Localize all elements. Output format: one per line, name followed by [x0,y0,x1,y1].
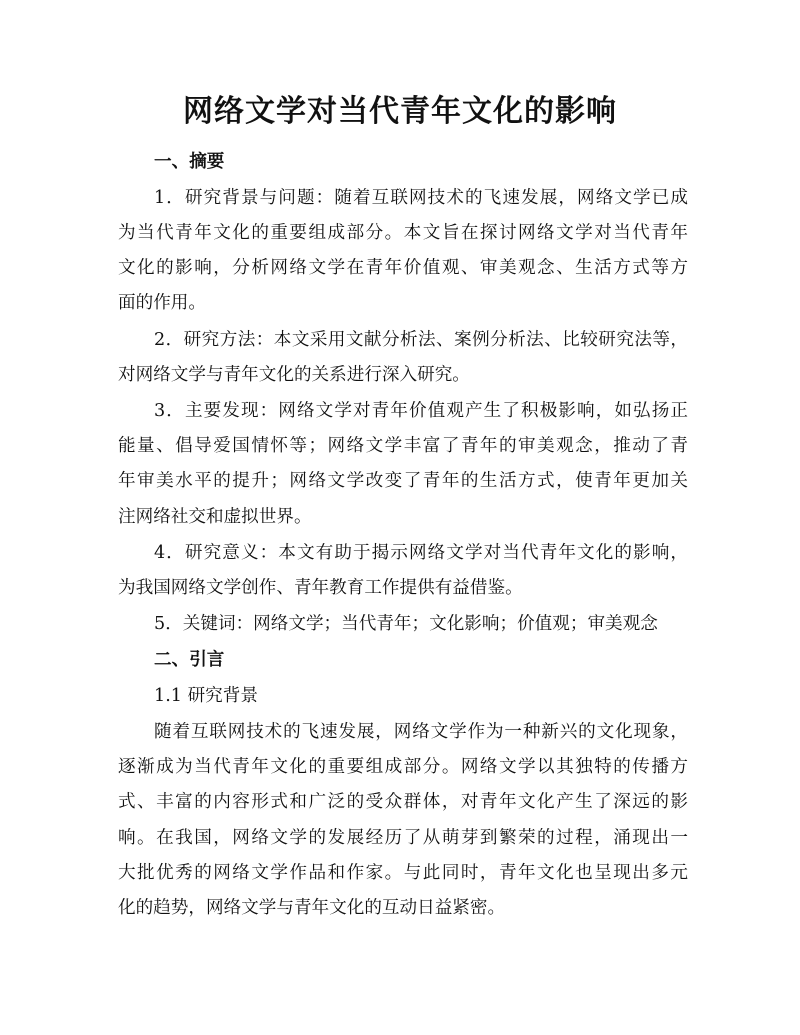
paragraph-line: 为我国网络文学创作、青年教育工作提供有益借鉴。 [118,578,523,598]
subsection-heading-background: 1.1 研究背景 [154,686,258,706]
paragraph-line: 2．研究方法：本文采用文献分析法、案例分析法、比较研究法等， [154,330,688,350]
paragraph-line: 注网络社交和虚拟世界。 [118,507,312,527]
paragraph-line: 4．研究意义：本文有助于揭示网络文学对当代青年文化的影响， [154,543,688,563]
paragraph-line: 1．研究背景与问题：随着互联网技术的飞速发展，网络文学已成 [154,188,688,208]
paragraph-line: 为当代青年文化的重要组成部分。本文旨在探讨网络文学对当代青年 [118,223,688,243]
paragraph-line: 能量、倡导爱国情怀等；网络文学丰富了青年的审美观念，推动了青 [118,436,688,456]
paragraph-line: 响。在我国，网络文学的发展经历了从萌芽到繁荣的过程，涌现出一 [118,828,688,848]
section-heading-introduction: 二、引言 [154,650,225,670]
paragraph-line: 3．主要发现：网络文学对青年价值观产生了积极影响，如弘扬正 [154,401,688,421]
paragraph-line: 面的作用。 [118,293,206,313]
paragraph-line: 式、丰富的内容形式和广泛的受众群体，对青年文化产生了深远的影 [118,792,688,812]
paragraph-line: 逐渐成为当代青年文化的重要组成部分。网络文学以其独特的传播方 [118,757,688,777]
paragraph-line: 文化的影响，分析网络文学在青年价值观、审美观念、生活方式等方 [118,258,688,278]
paragraph-line: 化的趋势，网络文学与青年文化的互动日益紧密。 [118,898,506,918]
paragraph-line-keywords: 5．关键词：网络文学；当代青年；文化影响；价值观；审美观念 [154,614,658,634]
paragraph-line: 年审美水平的提升；网络文学改变了青年的生活方式，使青年更加关 [118,471,688,491]
paragraph-line: 大批优秀的网络文学作品和作家。与此同时，青年文化也呈现出多元 [118,863,688,883]
paragraph-line: 对网络文学与青年文化的关系进行深入研究。 [118,365,470,385]
paragraph-line: 随着互联网技术的飞速发展，网络文学作为一种新兴的文化现象， [154,722,688,742]
section-heading-abstract: 一、摘要 [154,152,225,172]
document-title: 网络文学对当代青年文化的影响 [183,94,617,129]
